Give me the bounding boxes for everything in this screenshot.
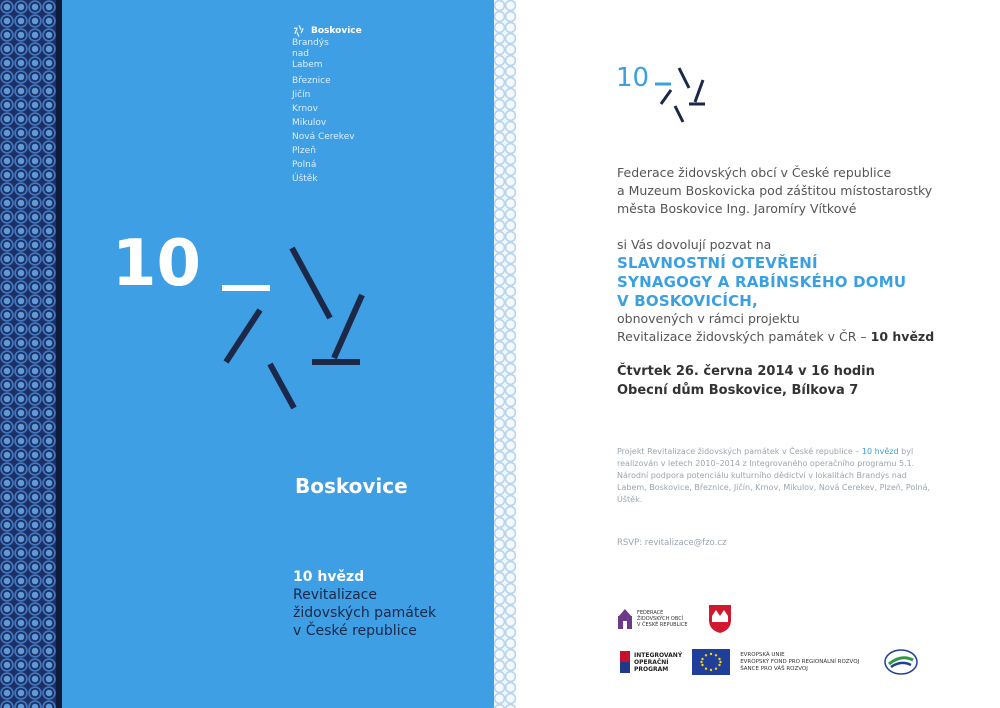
mmr-logo-icon <box>883 648 919 676</box>
town-item: Jičín <box>292 90 311 100</box>
venue-line: Obecní dům Boskovice, Bílkova 7 <box>617 383 859 398</box>
date-line: Čtvrtek 26. června 2014 v 16 hodin <box>617 364 875 379</box>
renovated-line: obnovených v rámci projektu <box>617 311 800 326</box>
fzo-line: ŽIDOVSKÝCH OBCÍ <box>637 616 684 622</box>
event-headline <box>617 254 906 311</box>
project-line: Revitalizace <box>293 587 377 603</box>
synagogue-icon <box>617 608 633 630</box>
eu-line: EVROPSKÁ UNIE <box>740 651 785 658</box>
iop-line: PROGRAM <box>634 665 669 673</box>
ornament-strip-left <box>0 0 62 708</box>
town-header-label: Boskovice <box>311 26 362 36</box>
town-item: Úštěk <box>292 174 318 184</box>
intro-text <box>617 164 932 218</box>
iop-logo <box>620 651 682 673</box>
rsvp-line: RSVP: revitalizace@fzo.cz <box>617 538 727 548</box>
fzo-line: V ČESKÉ REPUBLICE <box>637 622 688 628</box>
boskovice-coat-of-arms-icon <box>708 604 732 634</box>
intro-line: města Boskovice Ing. Jaromíry Vítkové <box>617 201 857 216</box>
project-title: 10 hvězd <box>293 569 365 585</box>
project-note <box>617 446 937 506</box>
eu-line: EVROPSKÝ FOND PRO REGIONÁLNÍ ROZVOJ <box>740 658 860 665</box>
headline-line: SLAVNOSTNÍ OTEVŘENÍ <box>617 254 818 272</box>
note-accent: 10 hvězd <box>861 447 899 456</box>
renovated-text <box>617 310 934 346</box>
iop-line: INTEGROVANÝ <box>634 651 683 659</box>
star-of-david-icon <box>292 24 306 38</box>
town-item: Polná <box>292 160 317 170</box>
eu-text <box>740 652 859 673</box>
note-prefix: Projekt Revitalizace židovských památek v České republice – <box>617 447 862 456</box>
town-item: Brandýs nad Labem <box>292 38 329 70</box>
logos-row-bottom <box>620 648 919 676</box>
star-of-david-large-icon <box>212 240 382 415</box>
invite-line: si Vás dovolují pozvat na <box>617 237 772 252</box>
eu-flag-icon <box>692 649 730 675</box>
town-list-header <box>292 24 362 38</box>
town-item: Krnov <box>292 104 318 114</box>
intro-line: Federace židovských obcí v České republice <box>617 165 892 180</box>
fzo-logo <box>617 608 688 630</box>
fzo-line: FEDERACE <box>637 610 664 616</box>
project-block <box>293 568 436 640</box>
ornament-strip-center <box>494 0 516 708</box>
note-rest: byl realizován v letech 2010–2014 z Integrovaného operačního programu 5.1. Národní podpora potenciálu kulturního dědictví v lokalitách Brandýs nad Labem, Boskovice, Březnice, Jičín, Krnov, Mikulov, Nová Cerekev, Plzeň, Polná, Úštěk. <box>617 447 931 504</box>
ten-stars-logo <box>616 62 711 124</box>
eu-line: ŠANCE PRO VÁŠ ROZVOJ <box>740 665 808 672</box>
headline-line: SYNAGOGY A RABÍNSKÉHO DOMU <box>617 273 907 291</box>
town-item: Plzeň <box>292 146 316 156</box>
town-item: Mikulov <box>292 118 327 128</box>
project-line: v České republice <box>293 623 417 639</box>
event-details <box>617 362 875 400</box>
intro-line: a Muzeum Boskovicka pod záštitou místostarostky <box>617 183 933 198</box>
project-line-strong: 10 hvězd <box>870 329 935 344</box>
logos-row-top <box>617 604 732 634</box>
project-line: židovských památek <box>293 605 437 621</box>
headline-line: V BOSKOVICÍCH, <box>617 292 758 310</box>
star-of-david-icon <box>653 62 711 124</box>
town-item: Březnice <box>292 76 331 86</box>
project-line <box>617 328 934 346</box>
town-list <box>292 24 362 186</box>
big-number: 10 <box>112 227 202 301</box>
logo-number: 10 <box>616 63 650 93</box>
place-title: Boskovice <box>295 474 408 498</box>
project-line-prefix: Revitalizace židovských památek v ČR – <box>617 329 871 344</box>
town-item: Nová Cerekev <box>292 132 355 142</box>
iop-line: OPERAČNÍ <box>634 658 669 666</box>
